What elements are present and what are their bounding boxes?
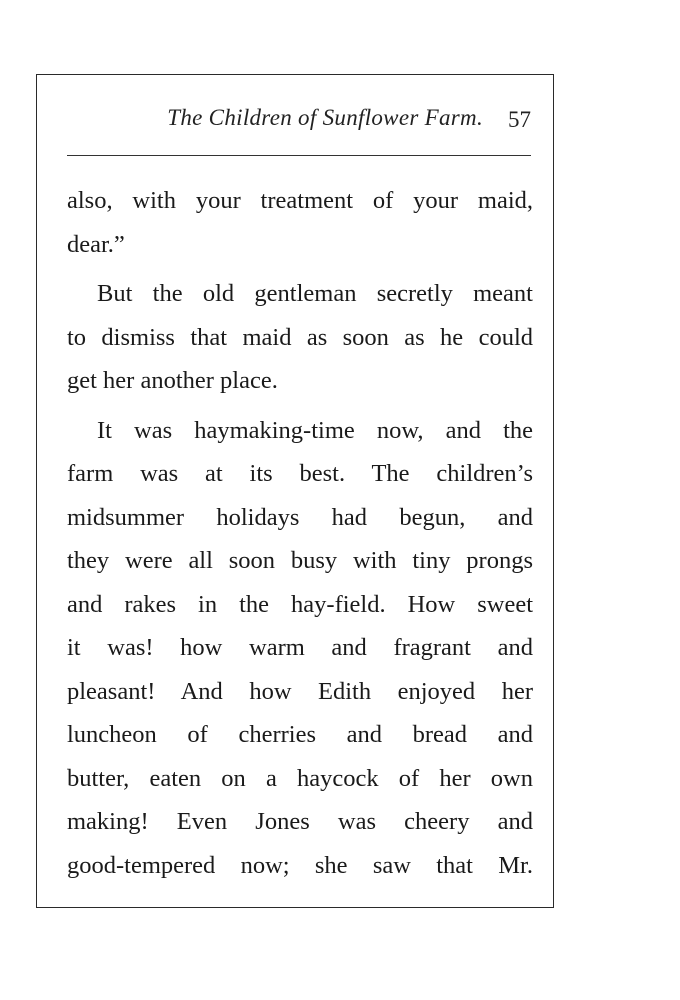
header-rule [67,155,531,156]
running-head [37,101,553,141]
text-line: It was haymaking-time now, and the [97,416,533,444]
text-line: to dismiss that maid as soon as he could [67,323,533,351]
text-line: But the old gentleman secretly meant [97,280,533,307]
text-line: they were all soon busy with tiny prongs [67,547,533,574]
text-line: pleasant! And how Edith enjoyed her [67,677,533,705]
text-body [67,179,533,887]
text-line: butter, eaten on a haycock of her own [67,764,533,792]
text-line: luncheon of cherries and bread and [67,721,533,748]
text-line: good-tempered now; she saw that Mr. [67,851,533,879]
page-number: 57 [508,107,531,132]
text-line: and rakes in the hay-field. How sweet [67,590,533,618]
text-line: making! Even Jones was cheery and [67,808,533,835]
text-line: also, with your treatment of your maid, [67,187,533,214]
text-line: midsummer holidays had begun, and [67,503,533,531]
text-line: get her another place. [67,367,278,394]
text-line: farm was at its best. The children’s [67,460,533,487]
page-frame [36,74,554,908]
text-line: it was! how warm and fragrant and [67,634,533,661]
running-title: The Children of Sunflower Farm. [167,105,483,130]
text-line: dear.” [67,230,125,258]
